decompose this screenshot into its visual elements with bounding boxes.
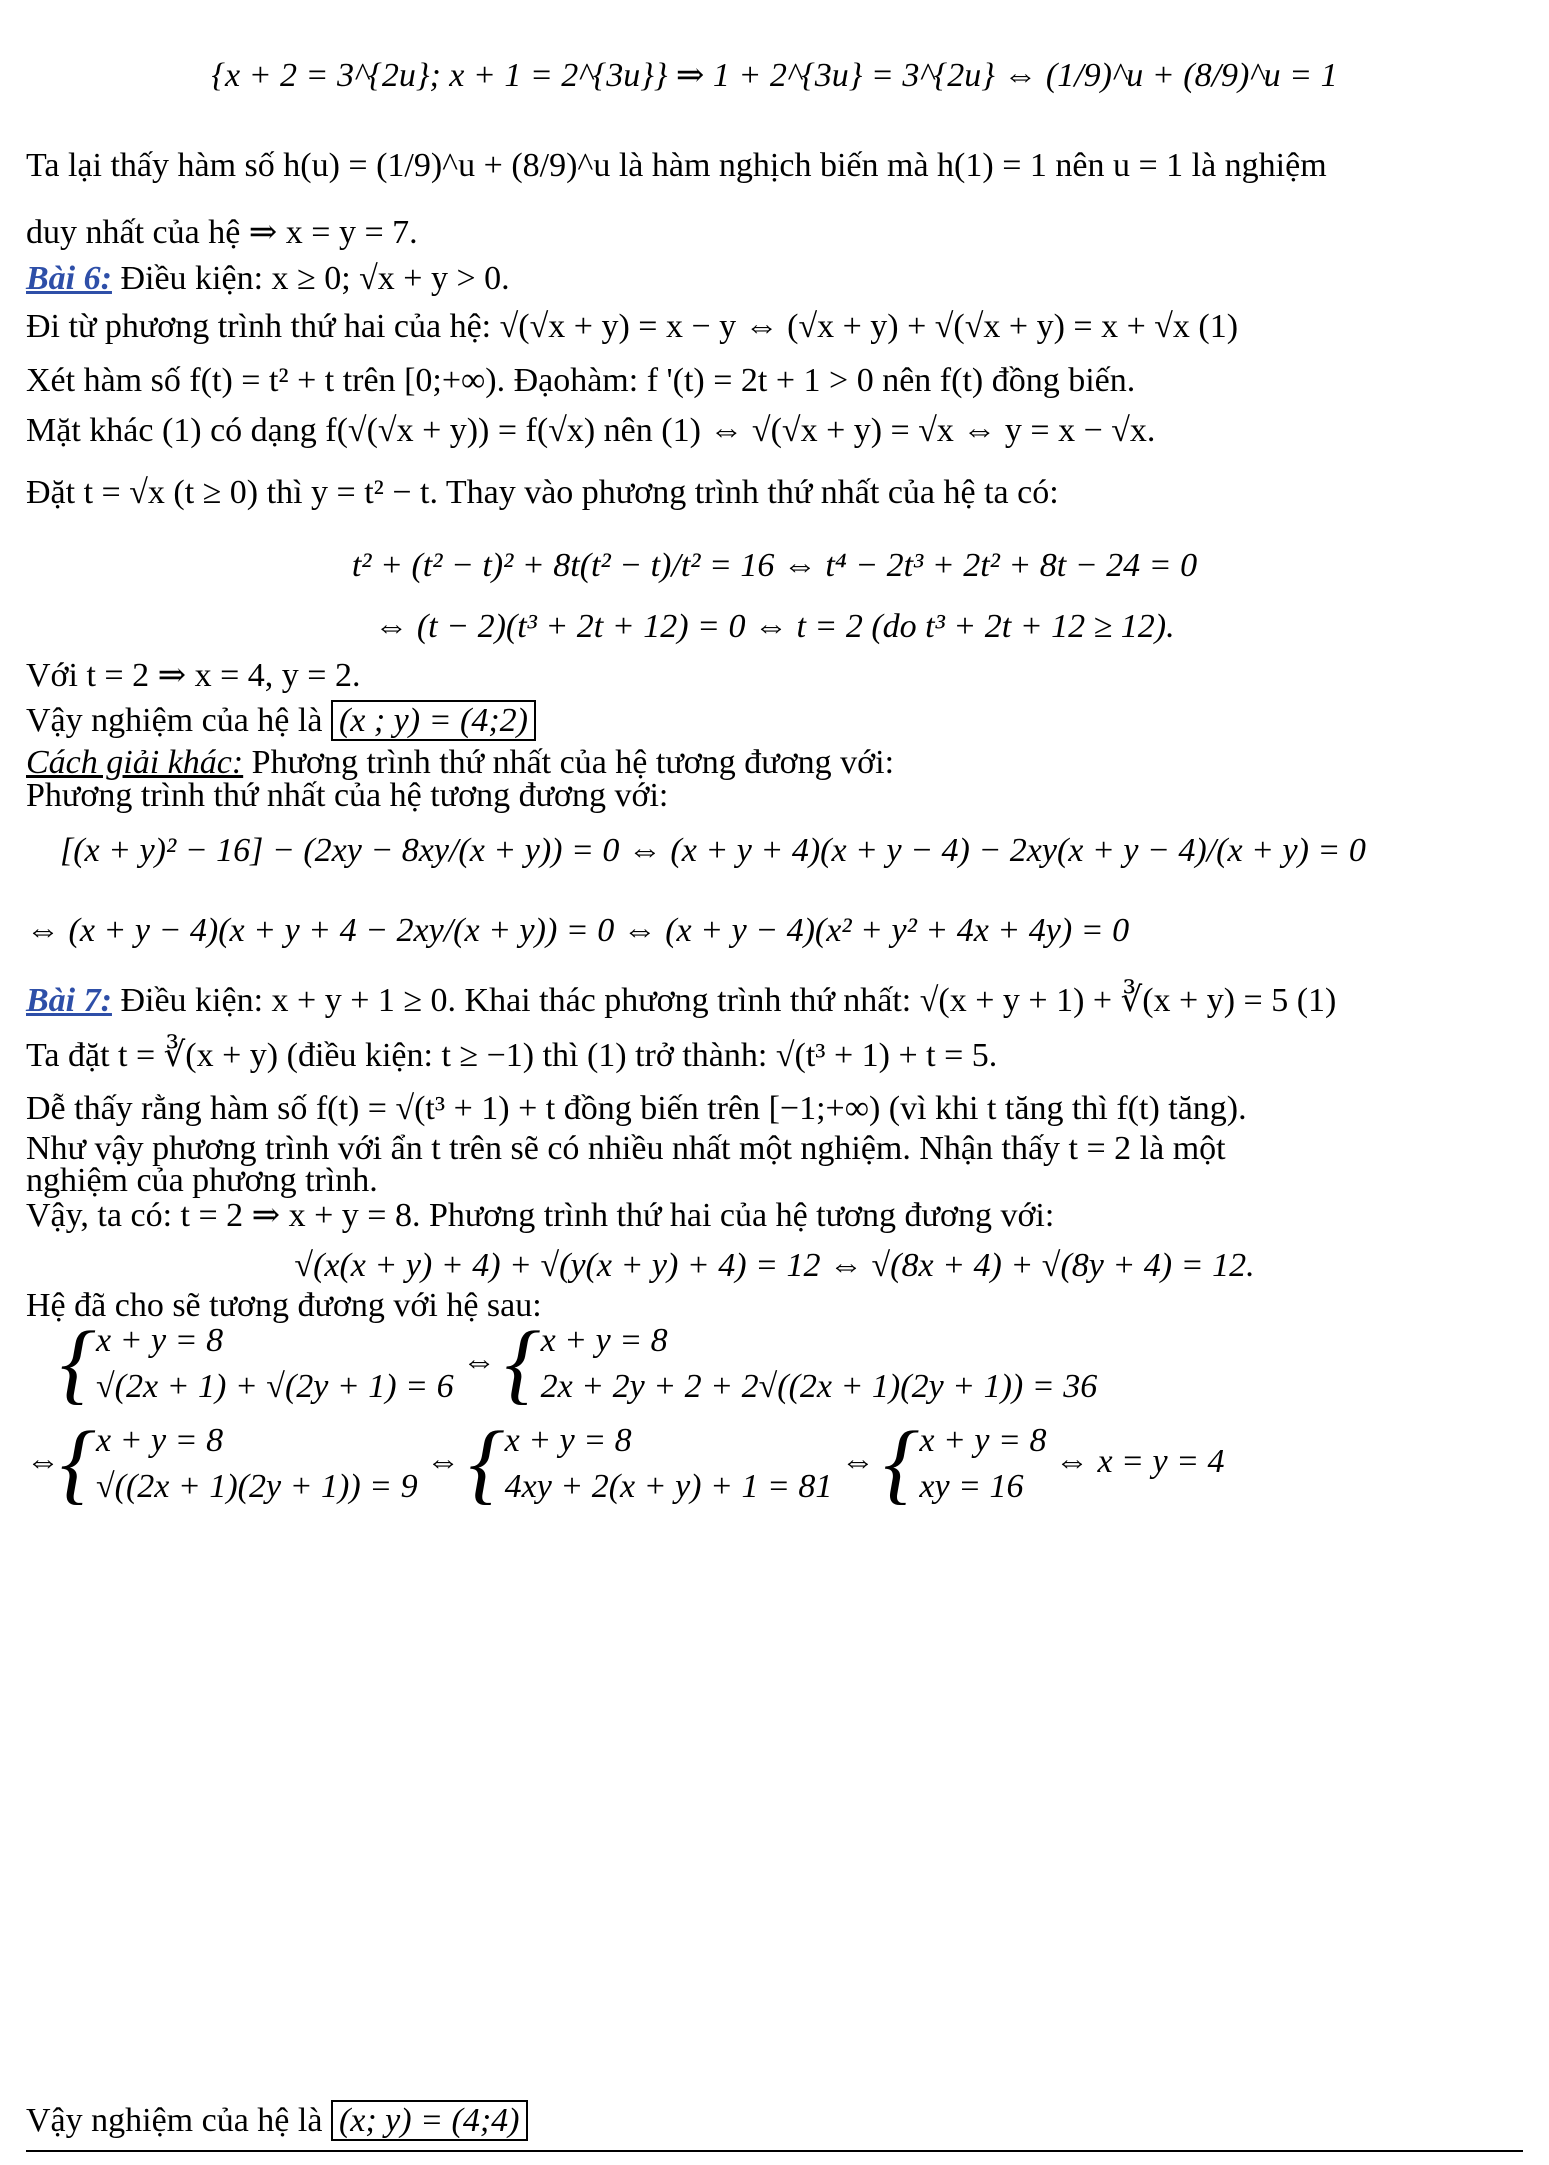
text-line-2: Ta lại thấy hàm số h(u) = (1/9)^u + (8/9)^u là hàm nghịch biến mà h(1) = 1 nên u = 1 là nghiệm bbox=[26, 147, 1327, 184]
bai-6-text: Điều kiện: x ≥ 0; √x + y > 0. bbox=[111, 260, 510, 297]
sys-eq: x + y = 8 bbox=[96, 1322, 224, 1359]
alt-method-text: Phương trình thứ nhất của hệ tương đương với: bbox=[243, 744, 895, 781]
sys-eq: 2x + 2y + 2 + 2√((2x + 1)(2y + 1)) = 36 bbox=[540, 1368, 1098, 1405]
text-line-18: Ta đặt t = ∛(x + y) (điều kiện: t ≥ −1) thì (1) trở thành: √(t³ + 1) + t = 5. bbox=[26, 1037, 998, 1074]
bai-7-text: Điều kiện: x + y + 1 ≥ 0. Khai thác phương trình thứ nhất: √(x + y + 1) + ∛(x + y) = 5 (1) bbox=[111, 982, 1337, 1019]
final-solution: x = y = 4 bbox=[1097, 1442, 1225, 1480]
result-box: (x; y) = (4;4) bbox=[331, 2100, 528, 2141]
sys-eq: x + y = 8 bbox=[540, 1322, 668, 1359]
bai-7-heading bbox=[26, 980, 1336, 1022]
equiv-symbol: ⇔ bbox=[1054, 1442, 1098, 1480]
equiv-symbol: ⇔ bbox=[462, 1342, 505, 1380]
result-line-bai-7 bbox=[26, 2100, 528, 2142]
bottom-rule bbox=[26, 2150, 1523, 2152]
brace: { bbox=[468, 1414, 505, 1513]
alt-method-label: Cách giải khác: bbox=[26, 744, 244, 781]
brace: { bbox=[504, 1314, 541, 1413]
text-line-11: Với t = 2 ⇒ x = 4, y = 2. bbox=[26, 657, 361, 694]
equiv-symbol: ⇔ bbox=[426, 1442, 469, 1480]
text-line-20: Như vậy phương trình với ẩn t trên sẽ có nhiều nhất một nghiệm. Nhận thấy t = 2 là một bbox=[26, 1130, 1226, 1167]
text-line-19: Dễ thấy rằng hàm số f(t) = √(t³ + 1) + t đồng biến trên [−1;+∞) (vì khi t tăng thì f(t) tăng). bbox=[26, 1090, 1247, 1127]
sys-eq: x + y = 8 bbox=[919, 1422, 1047, 1459]
equiv-symbol: ⇔ bbox=[26, 1442, 60, 1480]
sys-eq: xy = 16 bbox=[919, 1468, 1024, 1505]
result-line-bai-6 bbox=[26, 700, 536, 742]
brace: { bbox=[883, 1414, 920, 1513]
bai-6-label: Bài 6: bbox=[26, 260, 112, 297]
equiv-symbol: ⇔ bbox=[840, 1442, 884, 1480]
sys-eq: x + y = 8 bbox=[96, 1422, 224, 1459]
sys-eq: x + y = 8 bbox=[504, 1422, 632, 1459]
equation-line-9: t² + (t² − t)² + 8t(t² − t)/t² = 16 ⇔ t⁴ − 2t³ + 2t² + 8t − 24 = 0 bbox=[351, 547, 1198, 584]
system-line-2 bbox=[26, 1414, 1225, 1513]
result-text: Vậy nghiệm của hệ là bbox=[26, 2102, 331, 2139]
text-line-6: Xét hàm số f(t) = t² + t trên [0;+∞). Đạohàm: f '(t) = 2t + 1 > 0 nên f(t) đồng biến. bbox=[26, 362, 1136, 399]
equation-line-1: {x + 2 = 3^{2u}; x + 1 = 2^{3u}} ⇒ 1 + 2^{3u} = 3^{2u} ⇔ (1/9)^u + (8/9)^u = 1 bbox=[211, 57, 1338, 94]
text-line-5: Đi từ phương trình thứ hai của hệ: √(√x + y) = x − y ⇔ (√x + y) + √(√x + y) = x + √x (1) bbox=[26, 308, 1239, 345]
sys-eq: 4xy + 2(x + y) + 1 = 81 bbox=[504, 1468, 833, 1505]
text-line-21: nghiệm của phương trình. bbox=[26, 1162, 378, 1199]
brace: { bbox=[60, 1314, 96, 1413]
text-line-3: duy nhất của hệ ⇒ x = y = 7. bbox=[26, 214, 418, 251]
text-line-7: Mặt khác (1) có dạng f(√(√x + y)) = f(√x) nên (1) ⇔ √(√x + y) = √x ⇔ y = x − √x. bbox=[26, 412, 1156, 449]
result-text: Vậy nghiệm của hệ là bbox=[26, 702, 331, 739]
text-line-24: Hệ đã cho sẽ tương đương với hệ sau: bbox=[26, 1287, 542, 1324]
text-line-22: Vậy, ta có: t = 2 ⇒ x + y = 8. Phương trình thứ hai của hệ tương đương với: bbox=[26, 1197, 1055, 1234]
sys-eq: √((2x + 1)(2y + 1)) = 9 bbox=[96, 1468, 418, 1505]
equation-line-10: ⇔ (t − 2)(t³ + 2t + 12) = 0 ⇔ t = 2 (do t³ + 2t + 12 ≥ 12). bbox=[374, 608, 1175, 645]
text-line-8: Đặt t = √x (t ≥ 0) thì y = t² − t. Thay vào phương trình thứ nhất của hệ ta có: bbox=[26, 474, 1059, 511]
system-line-1 bbox=[60, 1314, 1098, 1413]
equation-line-23: √(x(x + y) + 4) + √(y(x + y) + 4) = 12 ⇔ √(8x + 4) + √(8y + 4) = 12. bbox=[294, 1247, 1255, 1284]
equation-line-15: [(x + y)² − 16] − (2xy − 8xy/(x + y)) = 0 ⇔ (x + y + 4)(x + y − 4) − 2xy(x + y − 4)/(x + y) = 0 bbox=[60, 832, 1366, 869]
brace: { bbox=[60, 1414, 96, 1513]
bai-6-heading bbox=[26, 258, 510, 300]
result-box: (x ; y) = (4;2) bbox=[331, 700, 536, 741]
bai-7-label: Bài 7: bbox=[26, 982, 112, 1019]
sys-eq: √(2x + 1) + √(2y + 1) = 6 bbox=[96, 1368, 454, 1405]
text-line-14: Phương trình thứ nhất của hệ tương đương với: bbox=[26, 777, 669, 814]
equation-line-16: ⇔ (x + y − 4)(x + y + 4 − 2xy/(x + y)) = 0 ⇔ (x + y − 4)(x² + y² + 4x + 4y) = 0 bbox=[26, 912, 1130, 949]
